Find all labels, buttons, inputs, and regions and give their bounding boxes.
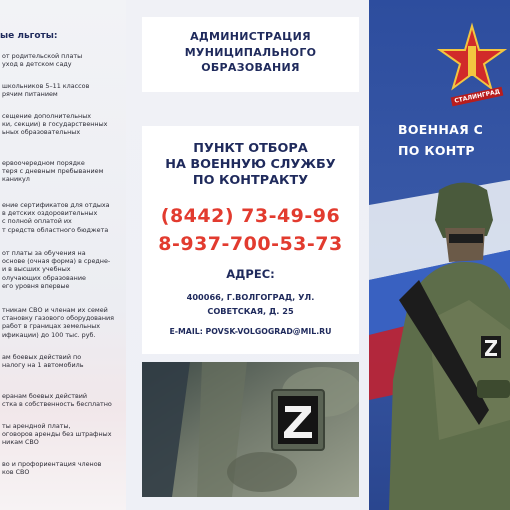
benefit-item: ам боевых действий по налогу на 1 автомобиль [2,353,84,370]
benefit-item: от платы за обучения на основе (очная форма) в средне- и в высших учебных олучающих образование его уровня впервые [2,249,111,290]
phone-number-1[interactable]: (8442) 73-49-96 [160,205,341,227]
admin-heading: АДМИНИСТРАЦИЯ МУНИЦИПАЛЬНОГО ОБРАЗОВАНИЯ [184,30,317,74]
benefit-item: ты арендной платы, оговоров аренды без штрафных никам СВО [2,422,112,447]
benefits-title: ые льготы: [0,31,58,41]
benefit-item: школьников 5–11 классов рячим питанием [2,82,90,99]
soldier-illustration-icon [369,0,510,510]
benefit-item: от родительской платы уход в детском саду [2,52,83,69]
benefit-item: еранам боевых действий стка в собственность бесплатно [2,392,112,409]
cover-title: ВОЕННАЯ С ПО КОНТР [398,122,484,158]
benefit-item: во и профориентация членов ков СВО [2,460,102,477]
z-patch-photo [142,362,359,497]
email-link[interactable]: E-MAIL: POVSK-VOLGOGRAD@MIL.RU [169,327,332,336]
benefits-panel [0,0,126,510]
recruitment-card [142,126,359,354]
benefit-item: ервоочередном порядке теря с дневным пребыванием каникул [2,159,104,184]
admin-card [142,17,359,92]
benefit-item: сещение дополнительных ки, секции) в государственных ьных образовательных [2,112,108,137]
benefit-item: ение сертификатов для отдыха в детских оздоровительных с полной оплатой их т средств областного бюджета [2,201,110,234]
address-text: 400066, Г.ВОЛГОГРАД, УЛ. СОВЕТСКАЯ, Д. 25 [186,292,315,316]
phone-number-2[interactable]: 8-937-700-53-73 [158,233,343,255]
address-label: АДРЕС: [226,267,275,281]
cover-panel [369,0,510,510]
stalingrad-logo-text: СТАЛИНГРАД [451,87,504,107]
recruitment-point-title: ПУНКТ ОТБОРА НА ВОЕННУЮ СЛУЖБУ ПО КОНТРАКТУ [165,141,336,188]
benefit-item: тникам СВО и членам их семей становку газового оборудования работ в границах земельных ификации) до 100 тыс. руб. [2,306,115,339]
z-patch-icon [142,362,359,497]
